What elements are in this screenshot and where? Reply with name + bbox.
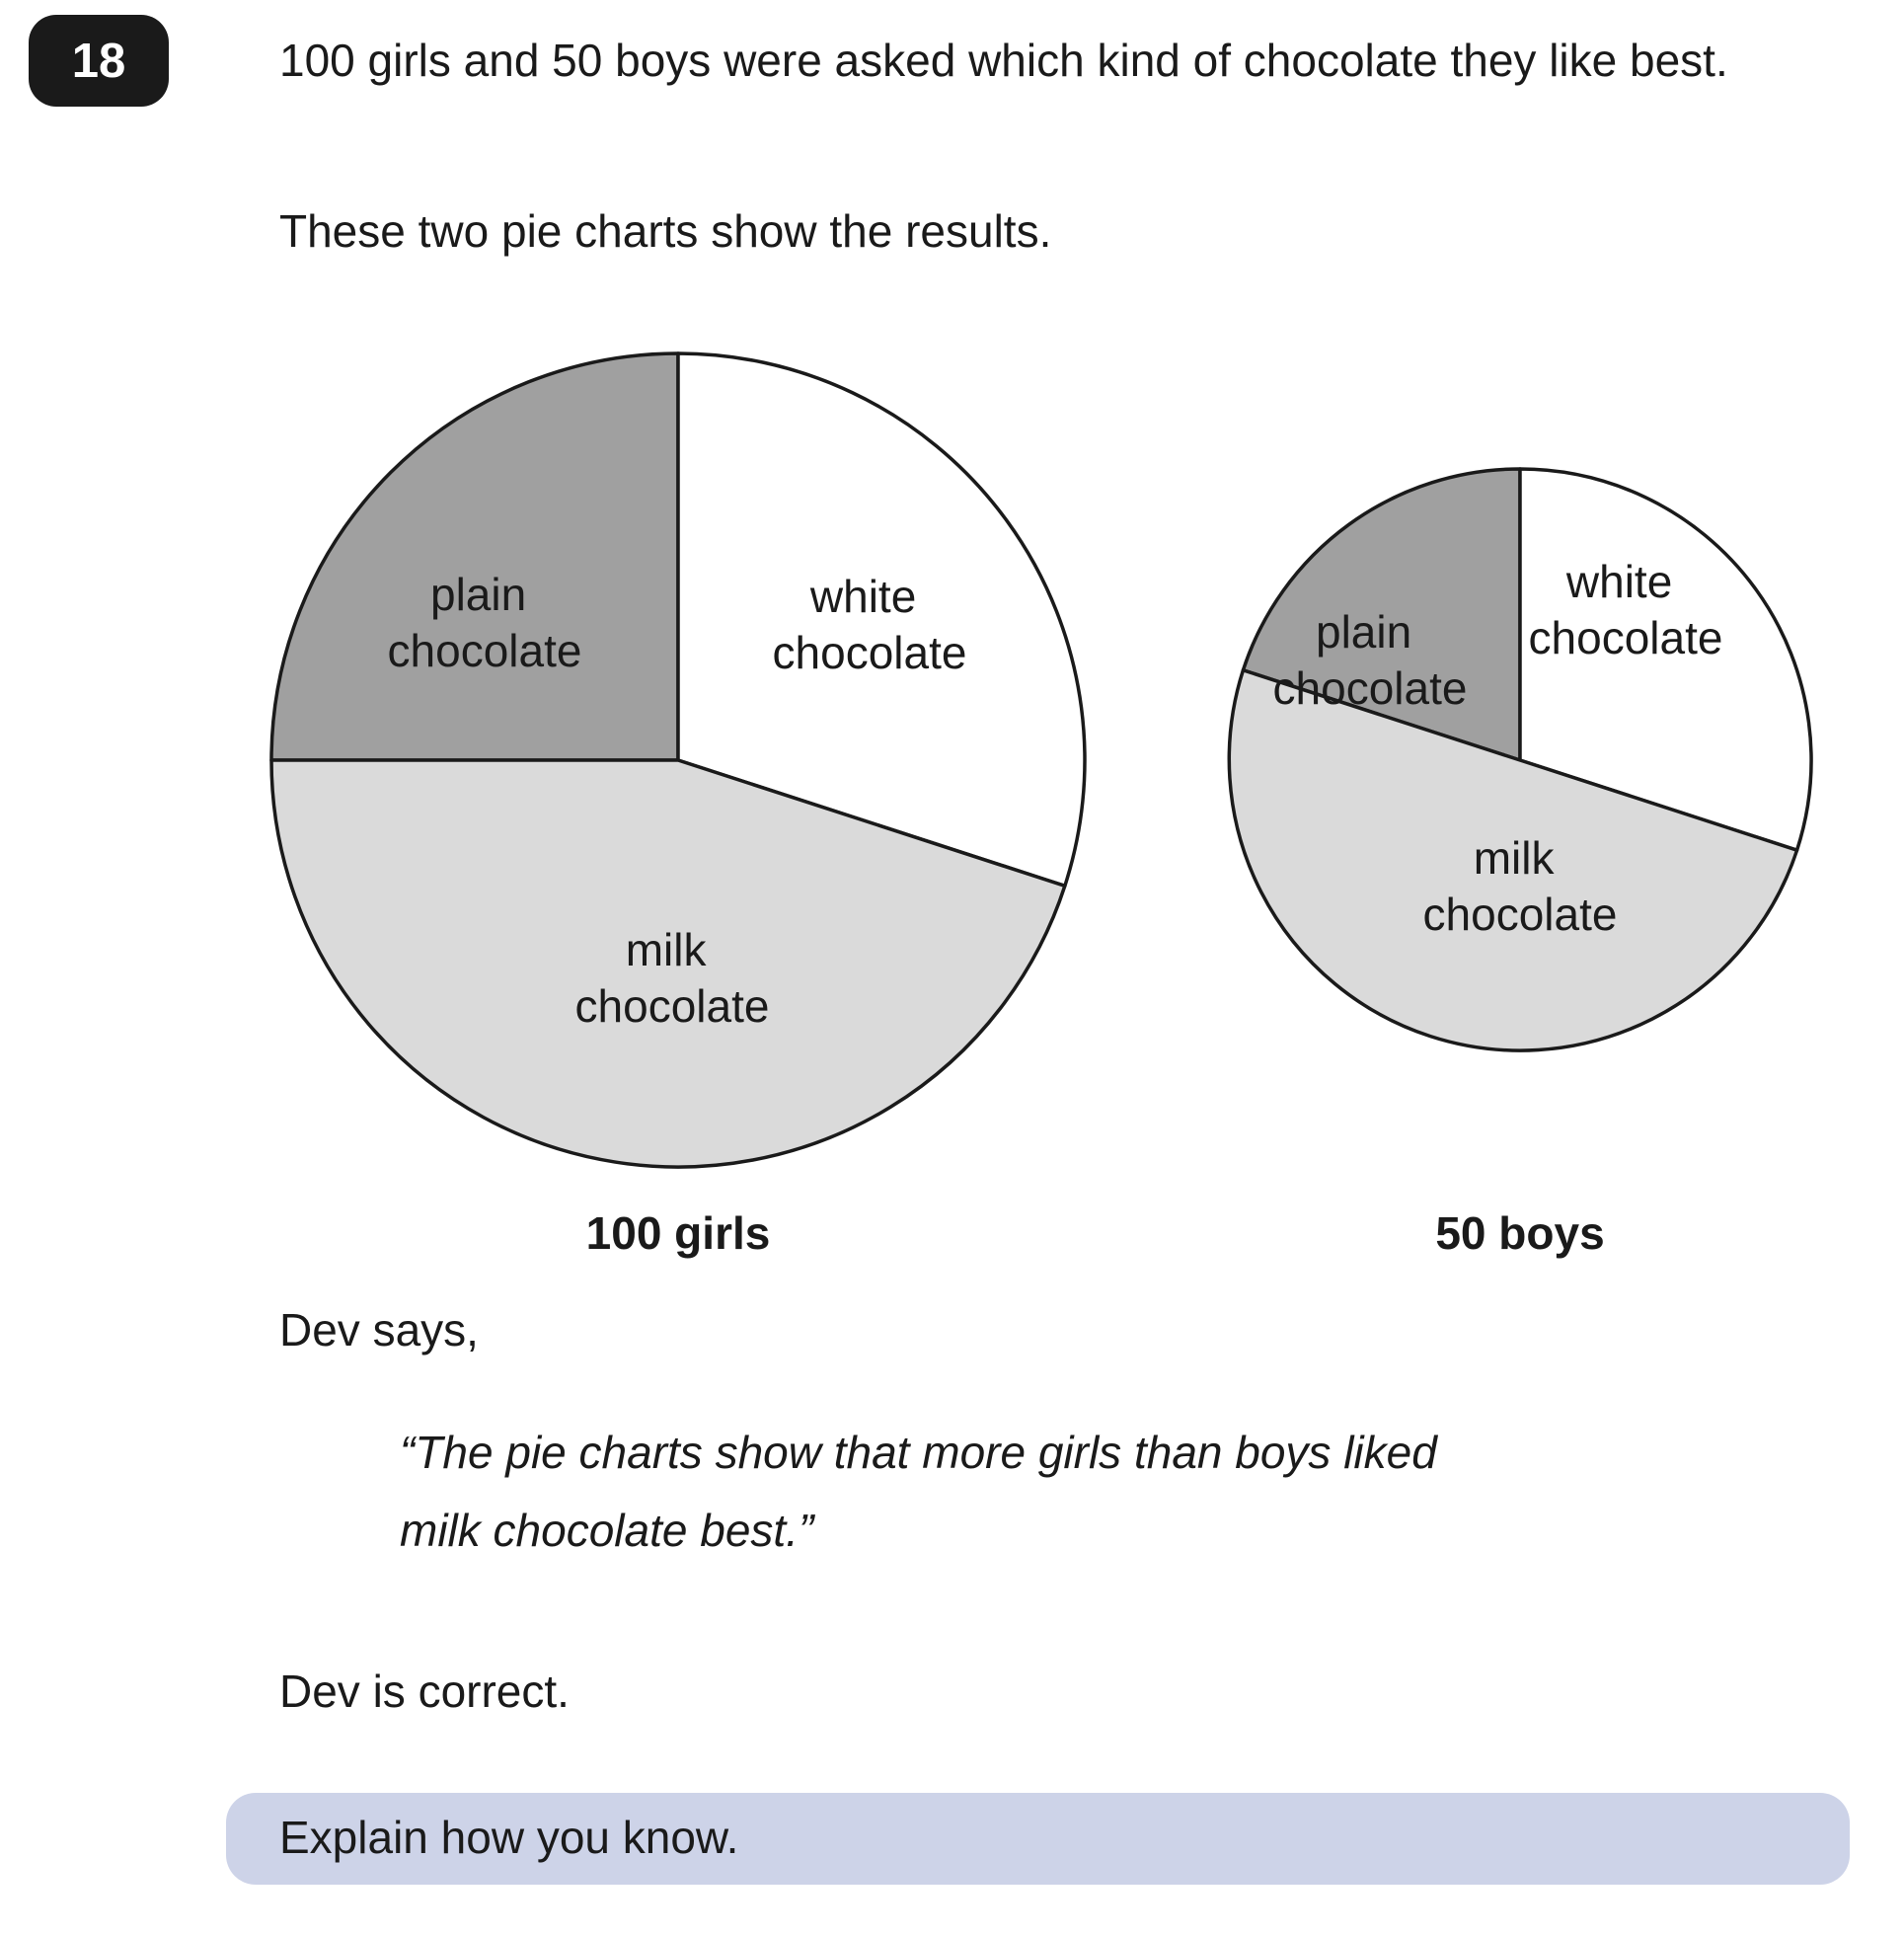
girls-slice-plain: [271, 353, 678, 760]
charts-intro: These two pie charts show the results.: [279, 205, 1052, 257]
boys-label-milk-line1: milk: [1473, 832, 1555, 884]
girls-label-plain-line1: plain: [430, 569, 527, 620]
dev-says: Dev says,: [279, 1304, 479, 1355]
statement: Dev is correct.: [279, 1665, 570, 1717]
girls-label-milk-line1: milk: [625, 924, 707, 975]
question-number: 18: [71, 34, 126, 88]
dev-quote: [400, 1414, 1683, 1570]
boys-chart-title: 50 boys: [1435, 1207, 1605, 1259]
girls-label-white-line1: white: [809, 571, 917, 622]
girls-pie-chart: [271, 353, 1085, 1259]
boys-label-milk-line2: chocolate: [1422, 889, 1618, 940]
instruction-box: [226, 1793, 1850, 1885]
question-intro: 100 girls and 50 boys were asked which kind of chocolate they like best.: [279, 35, 1728, 86]
quote-line-2: milk chocolate best.”: [400, 1505, 814, 1556]
boys-label-plain-line2: chocolate: [1272, 662, 1468, 714]
girls-chart-title: 100 girls: [585, 1207, 771, 1259]
girls-label-white-line2: chocolate: [772, 627, 967, 678]
quote-line-1: “The pie charts show that more girls than boys liked: [400, 1427, 1437, 1478]
instruction-text: Explain how you know.: [279, 1812, 739, 1863]
girls-label-milk-line2: chocolate: [574, 980, 770, 1032]
girls-label-plain-line2: chocolate: [387, 625, 582, 676]
boys-label-plain-line1: plain: [1316, 606, 1412, 658]
boys-label-white-line2: chocolate: [1528, 612, 1723, 663]
boys-label-white-line1: white: [1565, 556, 1673, 607]
boys-pie-chart: [1229, 469, 1811, 1259]
